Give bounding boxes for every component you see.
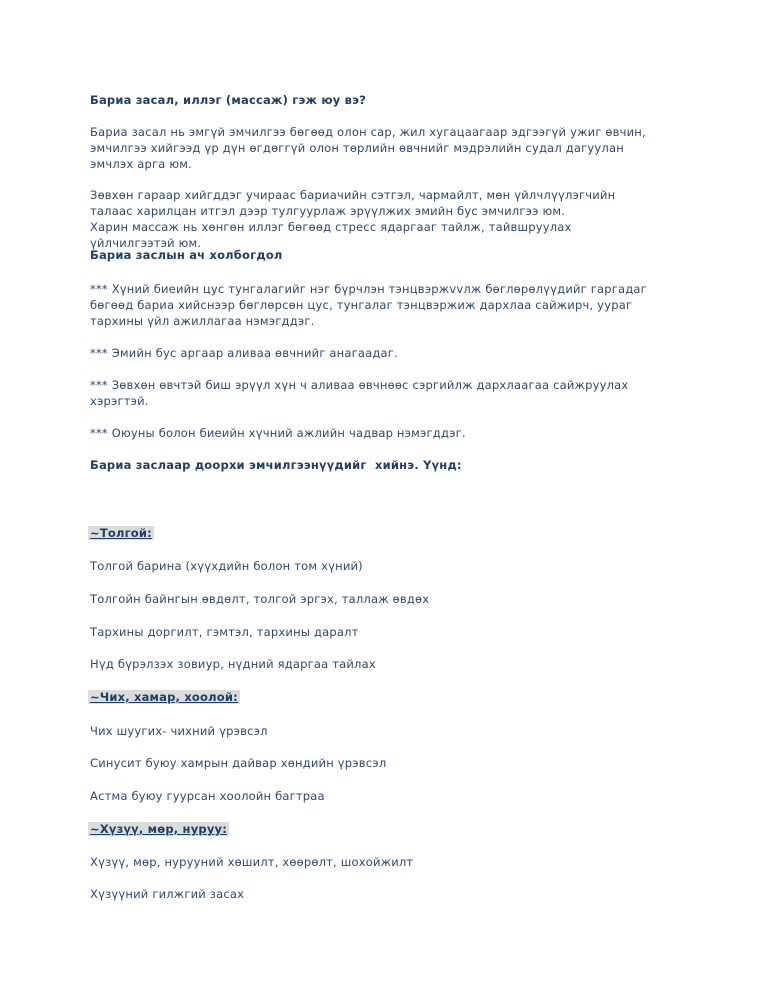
treatments-heading: Бариа заслаар доорхи эмчилгээнүүдийг хийнэ. Үүнд: xyxy=(90,458,462,472)
section-heading-neck xyxy=(90,821,690,837)
intro-paragraph-2: Зөвхөн гараар хийгддэг учираас бариачийн сэтгэл, чармайлт, мөн үйлчлүүлэгчийн талаас харилцан итгэл дээр тулгуурлаж эрүүлжих эмийн бус эмчилгээ юм. Харин массаж нь хөнгөн иллэг бөгөөд стресс ядаргааг тайлж, тайвшруулах үйлчилгээтэй юм. xyxy=(90,188,616,250)
importance-heading: Бариа заслын ач холбогдол xyxy=(90,248,283,262)
section-heading-head xyxy=(90,525,690,541)
section-heading-ent-label: ~Чих, хамар, хоолой: xyxy=(90,690,238,704)
section-item: Толгой барина (хүүхдийн болон том хүний) xyxy=(90,559,363,573)
section-item: Астма буюу гуурсан хоолойн багтраа xyxy=(90,789,325,803)
section-heading-head-label: ~Толгой: xyxy=(90,526,152,540)
section-item: Толгойн байнгын өвдөлт, толгой эргэх, таллаж өвдөх xyxy=(90,592,430,606)
section-item: Хүзүүний гилжгий засах xyxy=(90,887,245,901)
importance-item: *** Эмийн бус аргаар аливаа өвчнийг анагаадаг. xyxy=(90,346,398,360)
importance-item: *** Зөвхөн өвчтэй биш эрүүл хүн ч аливаа өвчнөөс сэргийлж дархлаагаа сайжруулах хэрэгтэй. xyxy=(90,378,629,408)
section-item: Хүзүү, мөр, нурууний хөшилт, хөөрөлт, шохойжилт xyxy=(90,855,414,869)
section-item: Синусит буюу хамрын дайвар хөндийн үрэвсэл xyxy=(90,756,387,770)
section-item: Нүд бүрэлзэх зовиур, нүдний ядаргаа тайлах xyxy=(90,657,376,671)
document-title: Бариа засал, иллэг (массаж) гэж юу вэ? xyxy=(90,93,366,107)
section-heading-neck-label: ~Хүзүү, мөр, нуруу: xyxy=(90,822,228,836)
section-item: Чих шуугих- чихний үрэвсэл xyxy=(90,724,268,738)
section-item: Тархины доргилт, гэмтэл, тархины даралт xyxy=(90,625,359,639)
importance-item: *** Хүний биеийн цус тунгалагийг нэг бүрчлэн тэнцвэржvvлж бөглөрөлүүдийг гаргадаг бөгөөд бариа хийснээр бөглөрсөн цус, тунгалаг тэнцвэржиж дархлаа сайжирч, уураг тархины үйл ажиллагаа нэмэгддэг. xyxy=(90,282,647,328)
intro-paragraph-1: Бариа засал нь эмгүй эмчилгээ бөгөөд олон сар, жил хугацаагаар эдгээгүй ужиг өвчин, эмчилгээ хийгээд үр дүн өгдөггүй олон төрлийн өвчнийг мэдрэлийн судал дагуулан эмчлэх арга юм. xyxy=(90,125,646,171)
importance-item: *** Оюуны болон биеийн хүчний ажлийн чадвар нэмэгддэг. xyxy=(90,426,466,440)
section-heading-ent xyxy=(90,689,690,705)
